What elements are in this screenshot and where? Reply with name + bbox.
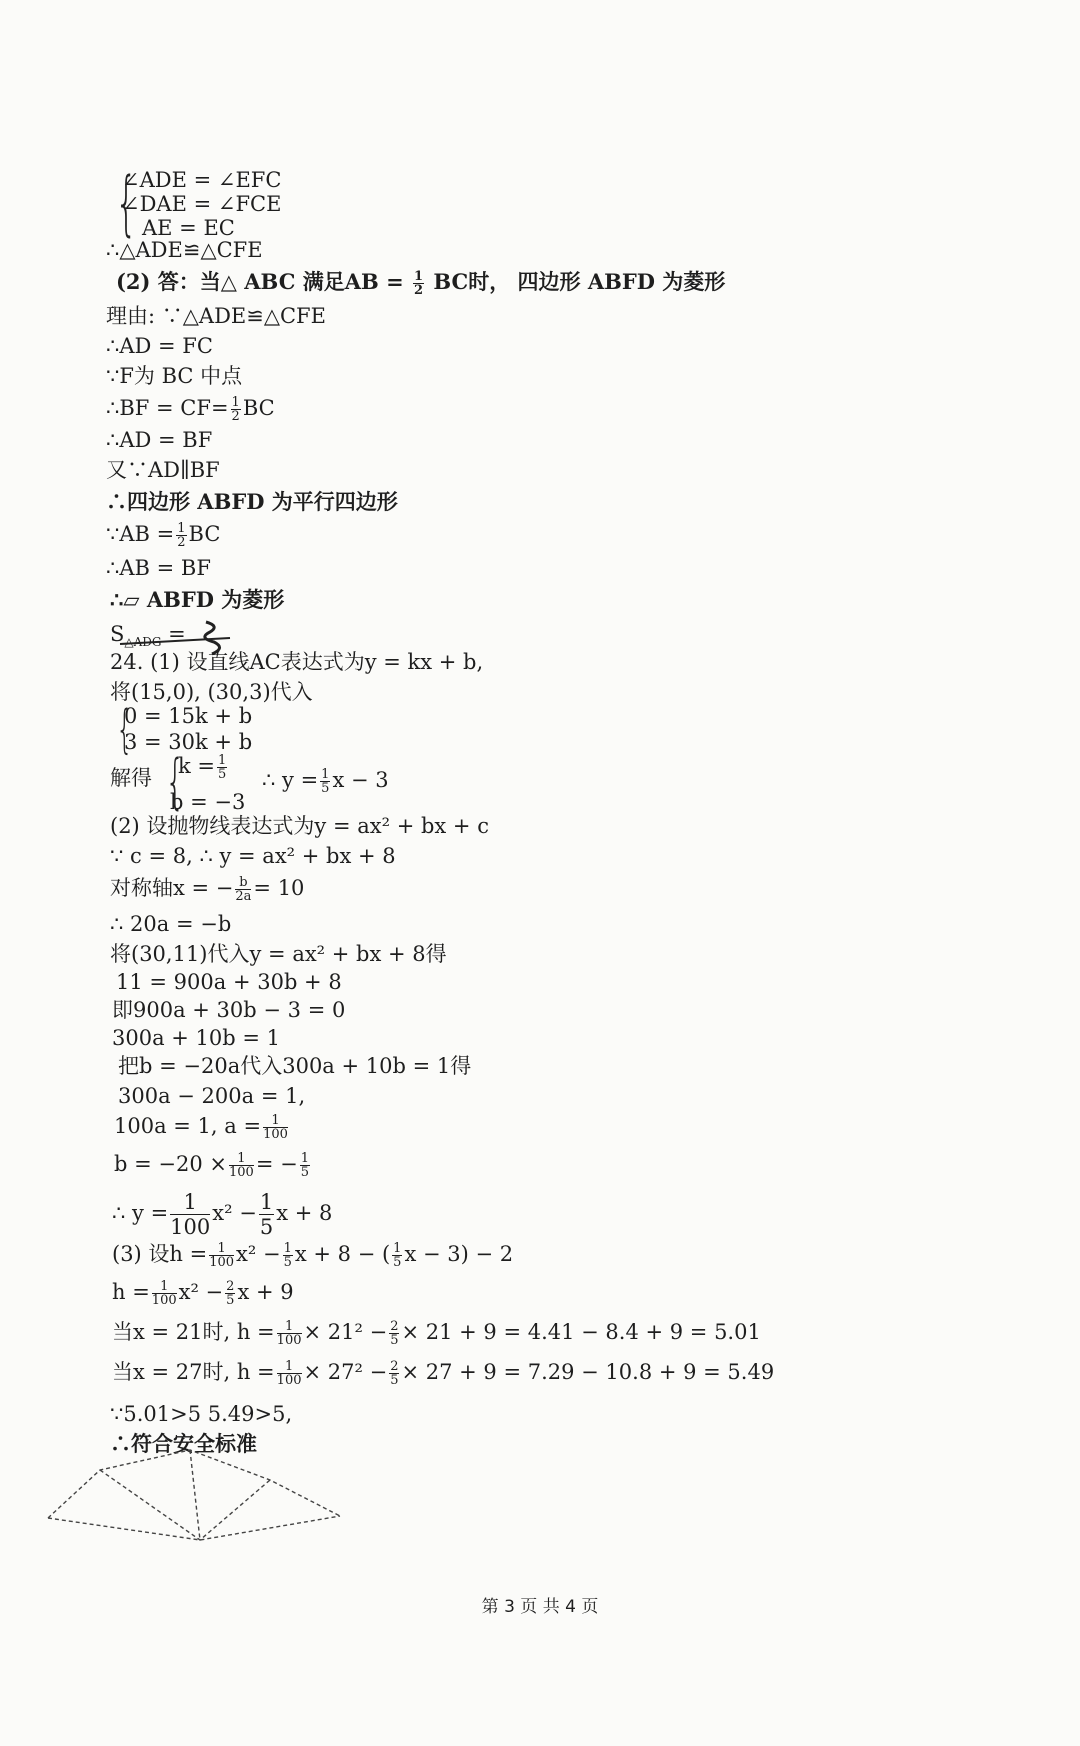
solution-line: ∴ 20a = −b [110,912,232,936]
equation-line [262,766,389,795]
text: BC [242,396,275,420]
text: x − 3 [332,768,389,792]
solution-line: 300a − 200a = 1, [118,1084,306,1108]
equation-line [178,752,229,781]
page-footer: 第 3 页 共 4 页 [481,1597,599,1617]
denominator: 100 [276,1373,302,1388]
left-brace: { [115,162,138,244]
text: x + 8 − ( [294,1242,391,1266]
solution-line: (2) 设抛物线表达式为y = ax² + bx + c [110,814,489,838]
proof-line: 理由: ∵△ADE≌△CFE [106,304,326,328]
text: x + 9 [237,1280,294,1304]
text: k = [178,754,215,778]
fraction [152,1280,177,1307]
fraction [229,1152,254,1179]
subscript: △ADG [124,635,162,650]
text: ∴ y = [112,1201,169,1225]
left-brace: { [116,700,133,760]
numerator: 1 [393,1241,402,1256]
solution-line: 24. (1) 设直线AC表达式为y = kx + b, [110,650,484,674]
proof-line: ∴▱ ABFD 为菱形 [110,587,285,612]
fraction [277,1320,302,1347]
denominator: 5 [390,1373,399,1388]
numerator: 1 [321,767,330,782]
solution-line [112,1240,513,1269]
numerator: 1 [229,1152,254,1166]
fraction [320,768,330,795]
sketch-drawing [40,1390,350,1550]
fraction [231,396,241,423]
fraction [209,1242,234,1269]
solution-line [114,1112,290,1141]
numerator: 2 [226,1279,235,1294]
text: x − 3) − 2 [404,1242,514,1266]
fraction [389,1360,399,1387]
solution-line: ∵ c = 8, ∴ y = ax² + bx + 8 [110,844,396,868]
denominator: 5 [393,1255,402,1270]
proof-line: ∴△ADE≌△CFE [106,238,263,262]
fraction [259,1190,274,1239]
text: x² − [236,1242,281,1266]
proof-line: ∵F为 BC 中点 [106,364,243,388]
text: × 21 + 9 = 4.41 − 8.4 + 9 = 5.01 [401,1320,761,1344]
left-brace: { [165,747,185,817]
numerator: 1 [218,753,227,768]
text: ∵AB = [106,522,175,546]
text: b = −20 × [114,1152,227,1176]
numerator: 1 [277,1320,302,1334]
solution-line [114,1150,312,1179]
proof-line: ∴四边形 ABFD 为平行四边形 [106,489,398,514]
text: × 27² − [303,1360,388,1384]
denominator: 5 [321,781,330,796]
proof-line: AE = EC [142,216,235,240]
solution-line: 将(30,11)代入y = ax² + bx + 8得 [110,942,447,966]
solution-line: 将(15,0), (30,3)代入 [110,680,313,704]
text: × 27 + 9 = 7.29 − 10.8 + 9 = 5.49 [401,1360,775,1384]
solution-line: 把b = −20a代入300a + 10b = 1得 [118,1054,472,1078]
numerator: 1 [263,1114,288,1128]
numerator: 1 [170,1190,210,1215]
solution-line [112,1318,761,1347]
proof-line [106,520,220,549]
numerator: 1 [152,1280,177,1294]
text: = − [255,1152,298,1176]
denominator: 5 [390,1333,399,1348]
equation-line: b = −3 [170,790,246,814]
denominator: 100 [228,1165,254,1180]
numerator: 2 [390,1319,399,1334]
proof-line: ∠DAE = ∠FCE [122,192,282,216]
denominator: 5 [259,1215,274,1239]
solution-line: 即900a + 30b − 3 = 0 [112,998,346,1022]
solution-line: ∴符合安全标准 [110,1431,257,1456]
fraction [225,1280,235,1307]
text: 对称轴x = − [110,876,234,900]
numerator: 2 [390,1359,399,1374]
solution-line [110,874,304,903]
denominator: 5 [226,1293,235,1308]
denominator: 2 [231,409,240,424]
numerator: 1 [177,521,186,536]
fraction [263,1114,288,1141]
fraction [217,754,227,781]
denominator: 2 [413,283,424,298]
text: × 21² − [303,1320,388,1344]
text: x + 8 [276,1201,333,1225]
denominator: 100 [209,1255,235,1270]
text: ∴ y = [262,768,319,792]
fraction [300,1152,310,1179]
denominator: 100 [263,1127,288,1142]
proof-line [106,394,275,423]
denominator: 100 [170,1215,211,1239]
numerator: 1 [259,1190,274,1214]
fraction [176,522,186,549]
answer-text: (2) 答：当△ ABC 满足AB = [116,269,404,294]
numerator: 1 [283,1241,292,1256]
text: 当x = 27时, h = [112,1360,275,1384]
numerator: 1 [231,395,240,410]
equation-line: 0 = 15k + b [124,704,253,728]
text: h = [112,1280,150,1304]
solution-line: 解得 [110,766,152,790]
proof-line: 又∵AD∥BF [106,458,220,482]
solution-line [112,1358,774,1387]
fraction [170,1190,210,1239]
numerator: 1 [300,1151,309,1166]
solution-line: ∵5.01>5 5.49>5, [110,1402,293,1426]
solution-line [112,1278,294,1307]
denominator: 5 [218,767,227,782]
answer-line [116,268,725,297]
text: = [161,622,186,646]
text: 100a = 1, a = [114,1114,262,1138]
answer-text: BC时， 四边形 ABFD 为菱形 [433,269,726,294]
text: BC [188,522,221,546]
numerator: 1 [209,1242,234,1256]
equation-line: 3 = 30k + b [124,730,253,754]
fraction [283,1242,293,1269]
numerator: 1 [277,1360,302,1374]
text: x² − [212,1201,257,1225]
solution-line: 300a + 10b = 1 [112,1026,281,1050]
fraction [392,1242,402,1269]
fraction [389,1320,399,1347]
denominator: 2a [235,889,252,904]
denominator: 5 [300,1165,309,1180]
fraction [235,876,251,903]
denominator: 100 [276,1333,302,1348]
proof-line: ∴AB = BF [106,556,211,580]
fraction [413,270,424,297]
text: ∴BF = CF= [106,396,229,420]
text: S [110,622,125,646]
denominator: 100 [151,1293,177,1308]
proof-line: ∴AD = FC [106,334,213,358]
solution-line: 11 = 900a + 30b + 8 [116,970,342,994]
numerator: 1 [413,269,424,284]
denominator: 5 [283,1255,292,1270]
solution-line [112,1190,332,1239]
denominator: 2 [177,535,186,550]
proof-line: ∴AD = BF [106,428,213,452]
text: x² − [178,1280,224,1304]
text: (3) 设h = [112,1242,208,1266]
text: = 10 [253,876,305,900]
proof-line: ∠ADE = ∠EFC [122,168,282,192]
text: 当x = 21时, h = [112,1320,275,1344]
fraction [277,1360,302,1387]
numerator: b [235,876,251,890]
